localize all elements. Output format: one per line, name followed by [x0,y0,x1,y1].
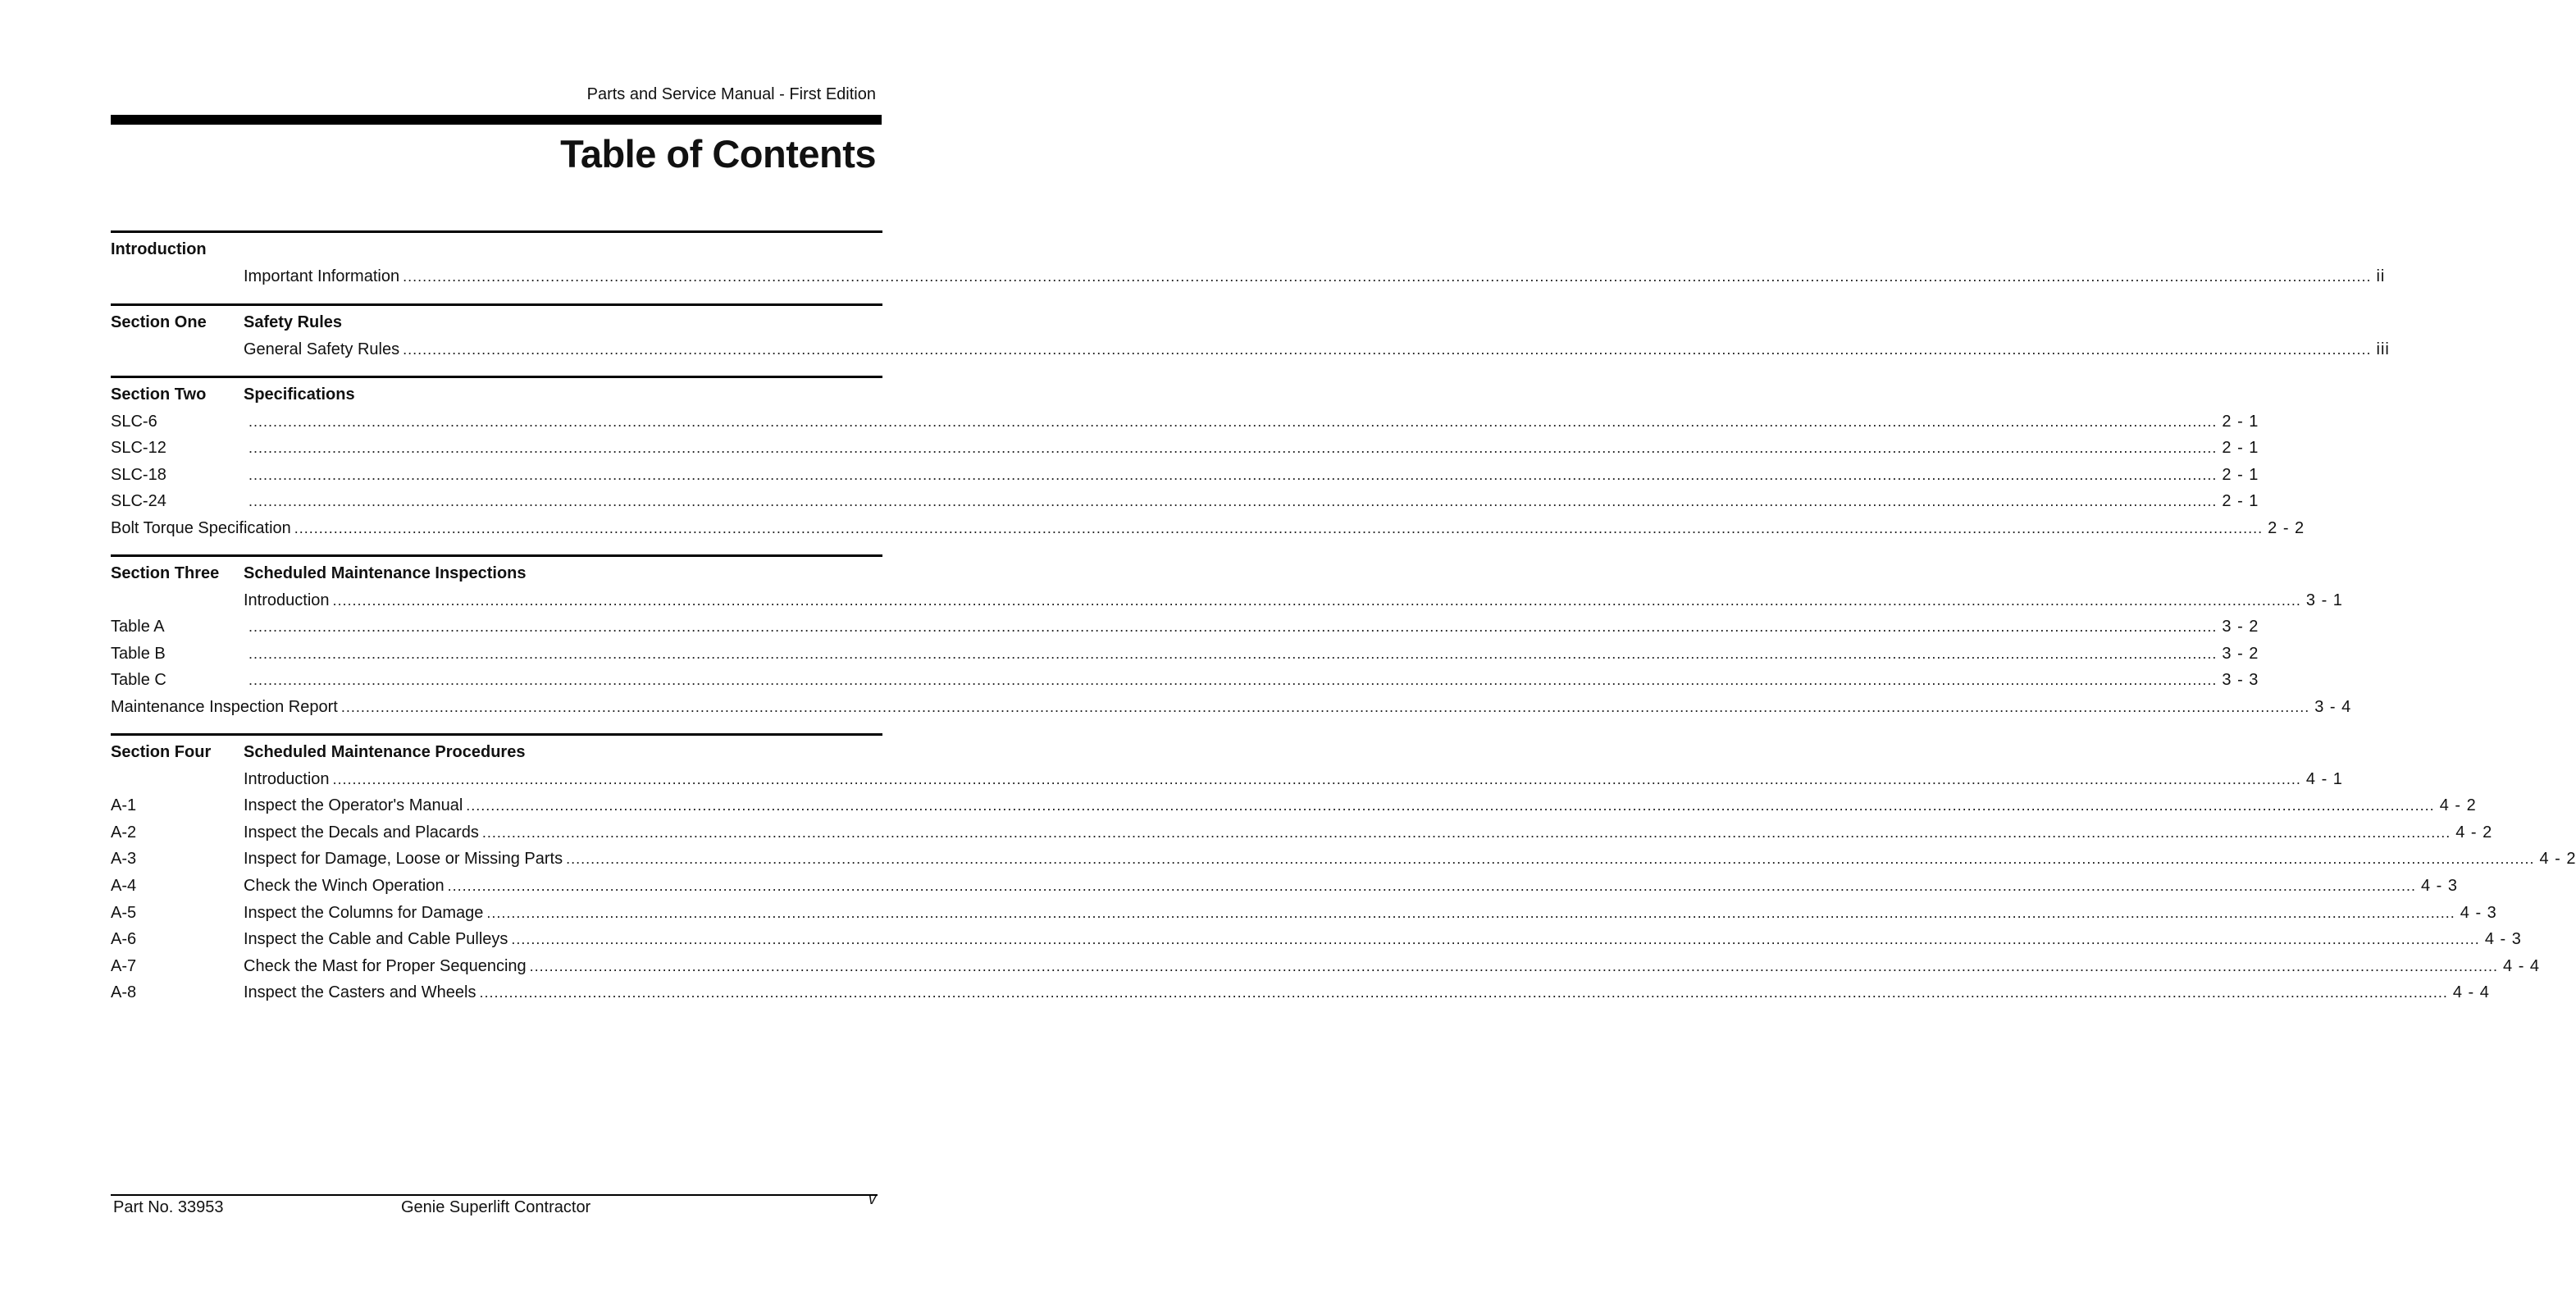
entry-label: SLC-6 [111,412,157,431]
section-rule [111,230,882,233]
entry-text: Check the Winch Operation [244,877,445,895]
entry-page: 4 - 4 [2452,983,2490,1002]
entry-label: SLC-12 [111,439,166,458]
entry-page: 2 - 1 [2222,492,2259,511]
toc-entry[interactable] [111,264,2386,289]
entry-leader [244,874,2458,898]
toc-entry[interactable] [111,901,2497,925]
entry-leader [244,927,2522,951]
dot-leader: ................................................................................................................................................................................................................................................................................................................................................................................................................ [486,904,2455,921]
entry-leader [244,954,2541,978]
entry-page: iii [2376,340,2390,358]
toc-entry[interactable] [111,874,2458,898]
entry-page: 3 - 1 [2305,591,2343,609]
product-name: Genie Superlift Contractor [401,1198,591,1216]
entry-leader [248,463,2259,487]
section-title: Specifications [244,385,355,404]
dot-leader: ................................................................................................................................................................................................................................................................................................................................................................................................................ [248,618,2218,636]
toc-entry[interactable] [111,409,2259,434]
dot-leader: ................................................................................................................................................................................................................................................................................................................................................................................................................ [248,413,2218,430]
entry-label: A-3 [111,850,137,869]
section-one-heading [111,310,882,335]
toc-entry[interactable] [111,436,2259,460]
entry-label: A-1 [111,796,137,815]
entry-page: 4 - 3 [2484,930,2522,949]
section-four-heading [111,740,882,764]
entry-leader [248,668,2259,692]
dot-leader: ................................................................................................................................................................................................................................................................................................................................................................................................................ [566,851,2535,868]
entry-leader [248,489,2259,513]
toc-entry[interactable] [111,463,2259,487]
entry-label: A-5 [111,903,137,922]
section-label: Section Four [111,743,212,761]
entry-page: 4 - 1 [2305,769,2343,788]
section-label: Section Three [111,564,220,582]
entry-leader [111,516,2305,541]
header-bar [111,115,882,125]
section-label: Section Two [111,385,207,404]
entry-label: Table B [111,644,166,663]
toc-entry[interactable] [111,846,2576,871]
entry-text: Check the Mast for Proper Sequencing [244,956,527,975]
entry-leader [248,436,2259,460]
entry-text: Inspect for Damage, Loose or Missing Parts [244,850,563,869]
dot-leader: ................................................................................................................................................................................................................................................................................................................................................................................................................ [294,520,2264,536]
entry-leader [244,337,2390,362]
dot-leader: ................................................................................................................................................................................................................................................................................................................................................................................................................ [403,340,2372,358]
entry-page: 4 - 2 [2539,850,2576,869]
section-rule [111,303,882,306]
entry-leader [244,846,2576,871]
toc-entry[interactable] [111,980,2490,1005]
dot-leader: ................................................................................................................................................................................................................................................................................................................................................................................................................ [403,267,2372,285]
entry-label: A-7 [111,956,137,975]
part-number: Part No. 33953 [113,1198,224,1216]
entry-label: SLC-24 [111,492,166,511]
entry-label: A-6 [111,930,137,949]
entry-text: Inspect the Casters and Wheels [244,983,476,1002]
dot-leader: ................................................................................................................................................................................................................................................................................................................................................................................................................ [248,493,2218,510]
section-title: Scheduled Maintenance Procedures [244,743,526,761]
entry-page: 4 - 2 [2455,823,2493,842]
entry-page: 4 - 2 [2439,796,2477,815]
entry-page: 4 - 3 [2460,903,2497,922]
introduction-heading [111,237,882,262]
entry-text: General Safety Rules [244,340,400,358]
toc-entry[interactable] [111,588,2343,613]
footer-rule [111,1194,878,1196]
dot-leader: ................................................................................................................................................................................................................................................................................................................................................................................................................ [340,699,2310,715]
entry-text: Inspect the Columns for Damage [244,903,484,922]
page-number: v [869,1191,876,1207]
entry-leader [244,980,2490,1005]
section-label: Introduction [111,240,207,258]
manual-title: Parts and Service Manual - First Edition [586,85,876,103]
dot-leader: ................................................................................................................................................................................................................................................................................................................................................................................................................ [466,797,2435,814]
page-title: Table of Contents [560,132,876,176]
entry-label: A-8 [111,983,137,1002]
dot-leader: ................................................................................................................................................................................................................................................................................................................................................................................................................ [248,645,2218,662]
entry-label: A-4 [111,877,137,895]
entry-page: 2 - 1 [2222,439,2259,458]
entry-text: Bolt Torque Specification [111,519,291,537]
toc-entry[interactable] [111,337,2390,362]
entry-label: Table C [111,671,166,690]
dot-leader: ................................................................................................................................................................................................................................................................................................................................................................................................................ [332,591,2301,609]
dot-leader: ................................................................................................................................................................................................................................................................................................................................................................................................................ [511,931,2480,948]
section-title: Safety Rules [244,313,343,331]
toc-entry[interactable] [111,641,2259,666]
section-rule [111,376,882,378]
section-label: Section One [111,313,207,331]
dot-leader: ................................................................................................................................................................................................................................................................................................................................................................................................................ [529,957,2499,974]
entry-leader [244,767,2343,791]
toc-entry[interactable] [111,767,2343,791]
entry-page: 3 - 4 [2314,698,2352,716]
section-two-heading [111,382,882,407]
dot-leader: ................................................................................................................................................................................................................................................................................................................................................................................................................ [447,878,2416,894]
entry-page: 3 - 3 [2222,671,2259,690]
entry-leader [248,614,2259,639]
entry-page: 2 - 1 [2222,465,2259,484]
entry-leader [248,641,2259,666]
section-rule [111,733,882,736]
entry-text: Introduction [244,591,330,609]
entry-leader [244,901,2497,925]
entry-text: Important Information [244,267,400,285]
entry-leader [244,588,2343,613]
toc-entry[interactable] [111,614,2259,639]
entry-leader [111,695,2352,719]
entry-label: A-2 [111,823,137,842]
entry-page: 3 - 2 [2222,644,2259,663]
entry-page: ii [2376,267,2386,285]
section-rule [111,554,882,557]
entry-leader [244,264,2386,289]
toc-entry[interactable] [111,927,2522,951]
toc-entry[interactable] [111,954,2541,978]
dot-leader: ................................................................................................................................................................................................................................................................................................................................................................................................................ [248,466,2218,483]
entry-page: 4 - 4 [2503,956,2541,975]
toc-entry[interactable] [111,489,2259,513]
entry-text: Inspect the Decals and Placards [244,823,479,842]
dot-leader: ................................................................................................................................................................................................................................................................................................................................................................................................................ [248,440,2218,457]
toc-entry[interactable] [111,695,2352,719]
toc-entry[interactable] [111,793,2477,818]
entry-page: 4 - 3 [2420,877,2458,895]
entry-label: SLC-18 [111,465,166,484]
section-three-heading [111,561,882,586]
toc-entry[interactable] [111,668,2259,692]
dot-leader: ................................................................................................................................................................................................................................................................................................................................................................................................................ [479,984,2448,1001]
entry-leader [244,820,2493,845]
dot-leader: ................................................................................................................................................................................................................................................................................................................................................................................................................ [481,823,2451,841]
entry-text: Introduction [244,769,330,788]
entry-text: Maintenance Inspection Report [111,698,338,716]
dot-leader: ................................................................................................................................................................................................................................................................................................................................................................................................................ [332,770,2301,787]
section-title: Scheduled Maintenance Inspections [244,564,527,582]
entry-page: 3 - 2 [2222,618,2259,636]
entry-page: 2 - 2 [2268,519,2305,537]
entry-leader [244,793,2477,818]
entry-text: Inspect the Operator's Manual [244,796,463,815]
dot-leader: ................................................................................................................................................................................................................................................................................................................................................................................................................ [248,672,2218,689]
toc-entry[interactable] [111,820,2493,845]
entry-leader [248,409,2259,434]
entry-page: 2 - 1 [2222,412,2259,431]
entry-label: Table A [111,618,165,636]
entry-text: Inspect the Cable and Cable Pulleys [244,930,508,949]
toc-entry[interactable] [111,516,2305,541]
